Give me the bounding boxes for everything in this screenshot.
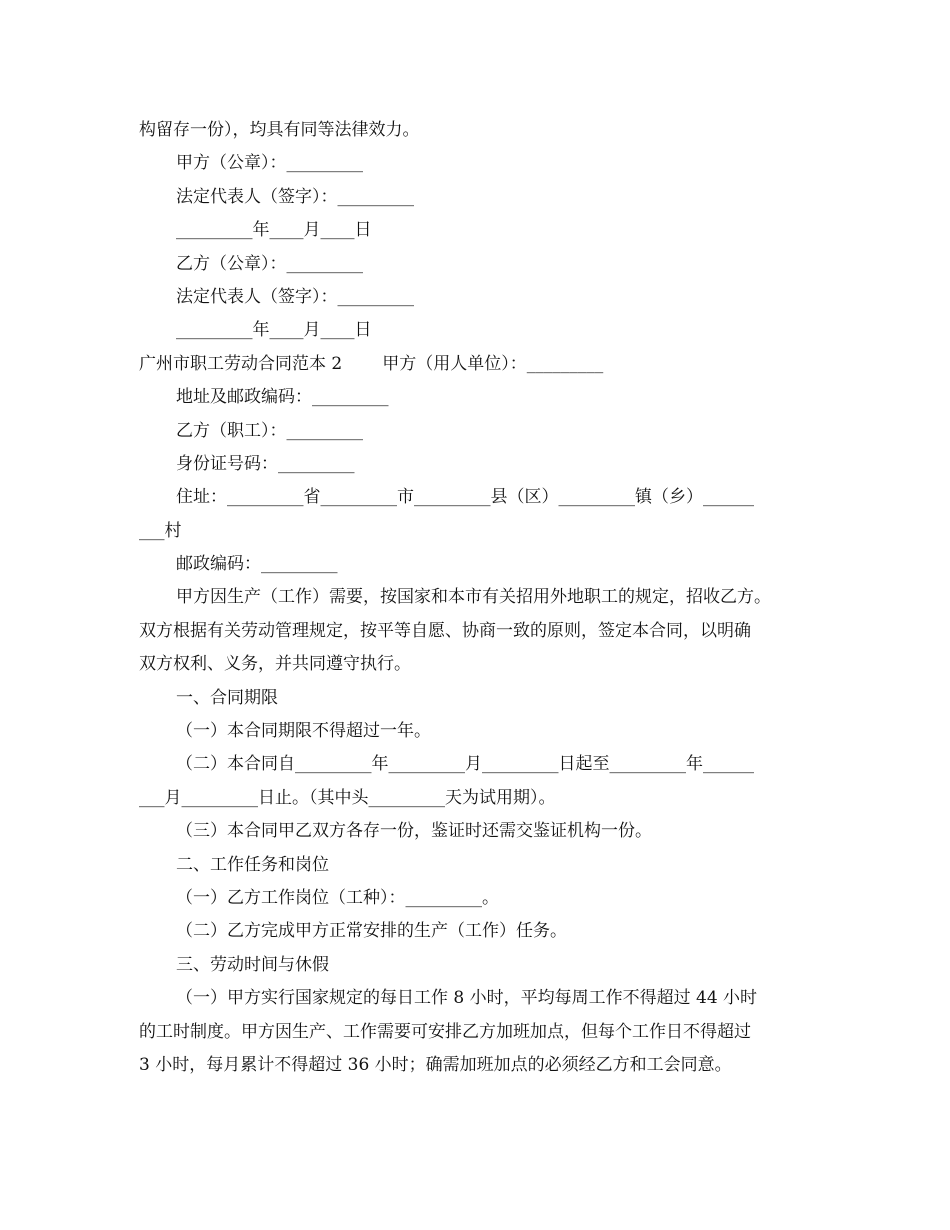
document-body xyxy=(139,114,819,1082)
contract-heading-line xyxy=(139,348,819,381)
section-heading: 一、合同期限 xyxy=(176,687,278,708)
address-postcode-field: 地址及邮政编码：_________ xyxy=(176,387,389,408)
employer-field: 甲方（用人单位）：_________ xyxy=(382,353,604,374)
section-heading: 二、工作任务和岗位 xyxy=(176,854,329,875)
paragraph-line: 构留存一份），均具有同等法律效力。 xyxy=(139,120,420,140)
party-a-seal-line: 甲方（公章）：_________ xyxy=(176,153,363,174)
clause-line: （一）乙方工作岗位（工种）：_________。 xyxy=(176,887,499,908)
clause-line-continued: ___月_________日止。（其中头_________天为试用期）。 xyxy=(139,787,556,808)
paragraph-line: 双方根据有关劳动管理规定，按平等自愿、协商一致的原则，签定本合同，以明确 xyxy=(139,620,751,641)
employee-field: 乙方（职工）：_________ xyxy=(176,420,363,441)
contract-title: 广州市职工劳动合同范本 2 xyxy=(139,353,343,374)
clause-line: （一）甲方实行国家规定的每日工作 8 小时，平均每周工作不得超过 44 小时 xyxy=(176,988,758,1009)
postcode-field: 邮政编码：_________ xyxy=(176,554,338,575)
clause-line: （三）本合同甲乙双方各存一份，鉴证时还需交鉴证机构一份。 xyxy=(176,821,652,842)
party-b-date-line: _________年____月____日 xyxy=(176,320,372,341)
clause-line-continued: 3 小时，每月累计不得超过 36 小时；确需加班加点的必须经乙方和工会同意。 xyxy=(139,1054,732,1075)
party-a-representative-line: 法定代表人（签字）：_________ xyxy=(176,186,414,207)
residence-field-continued: ___村 xyxy=(139,520,182,541)
paragraph-line: 双方权利、义务，并共同遵守执行。 xyxy=(139,654,411,675)
section-heading: 三、劳动时间与休假 xyxy=(176,954,329,975)
clause-line: （二）本合同自_________年_________月_________日起至_________年______ xyxy=(176,754,754,775)
residence-field: 住址：_________省_________市_________县（区）_________镇（乡）______ xyxy=(176,487,754,508)
paragraph-line: 甲方因生产（工作）需要，按国家和本市有关招用外地职工的规定，招收乙方。 xyxy=(176,587,771,608)
clause-line: （一）本合同期限不得超过一年。 xyxy=(176,721,431,742)
party-b-representative-line: 法定代表人（签字）：_________ xyxy=(176,286,414,307)
id-number-field: 身份证号码：_________ xyxy=(176,453,355,474)
party-a-date-line: _________年____月____日 xyxy=(176,220,372,241)
clause-line-continued: 的工时制度。甲方因生产、工作需要可安排乙方加班加点，但每个工作日不得超过 xyxy=(139,1021,751,1042)
clause-line: （二）乙方完成甲方正常安排的生产（工作）任务。 xyxy=(176,921,567,942)
party-b-seal-line: 乙方（公章）：_________ xyxy=(176,253,363,274)
